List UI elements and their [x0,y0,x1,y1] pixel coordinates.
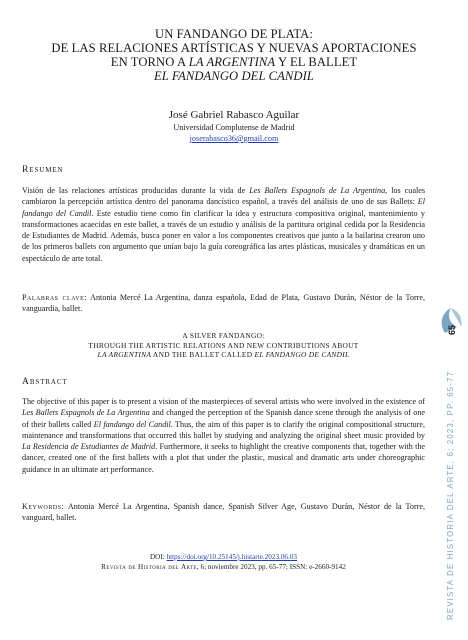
resumen-text-2: Les Ballets Espagnols de La Argentina [249,186,386,195]
resumen-text-4: El fandango del Candil [22,197,425,218]
page-number: 65 [447,324,457,335]
english-title-line-1: A SILVER FANDANGO: [182,331,265,340]
abstract-text-7: . Furthermore, it seeks to highlight the creative components that, together with the dancer, created one of the first ballets with a plot that under the plastic, musical and dramatic arts under choreographic guidance in an ultimate art performance. [22,442,425,474]
english-title-line-3 [22,350,425,360]
doi-link[interactable]: https://doi.org/10.25145/j.histarte.2023.06.03 [166,553,298,561]
palabras-clave [22,292,425,315]
palabras-clave-label: Palabras clave: [22,293,88,302]
title-line-3-suffix: Y EL BALLET [275,55,358,69]
doi-label: DOI: [149,553,167,561]
resumen-text-3: , los cuales cambiaron la percepción artística dentro del panorama dancístico español, a través del análisis de uno de sus Ballets: [22,186,425,207]
title-line-2: DE LAS RELACIONES ARTÍSTICAS Y NUEVAS APORTACIONES [51,41,417,55]
journal-name: Revista de Historia del Arte [101,563,197,571]
english-title-line-3-italic: LA ARGENTINA [97,350,152,359]
title-line-3-italic: LA ARGENTINA [188,55,276,69]
english-title-line-2: THROUGH THE ARTISTIC RELATIONS AND NEW CONTRIBUTIONS ABOUT [88,340,359,350]
english-title-line-3-middle: AND THE BALLET CALLED [151,350,255,359]
keywords-label: Keywords: [22,502,65,511]
abstract-text-4: El fandango del Candil [93,419,171,429]
abstract-paragraph [22,396,425,475]
keywords-text: Antonia Mercé La Argentina, Spanish dance, Spanish Silver Age, Gustavo Durán, Néstor de la Torre, vanguard, ballet. [22,502,425,523]
side-running-head: REVISTA DE HISTORIA DEL ARTE, 6; 2023, PP. 65-77 [446,370,455,620]
title-line-3-prefix: EN TORNO A [110,55,189,69]
journal-details: , 6; noviembre 2023, pp. 65-77; ISSN: e-2660-9142 [196,563,346,571]
resumen-paragraph [22,185,425,264]
abstract-text-2: Les Ballets Espagnols de La Argentina [22,408,150,418]
journal-citation [22,562,425,572]
abstract-text-6: La Residencia de Estudiantes de Madrid [22,442,156,452]
english-title-line-3-italic-2: EL FANDANGO DE CANDIL [254,350,350,359]
title-line-4-italic: EL FANDANGO DEL CANDIL [153,69,314,83]
abstract-text-5: . Thus, the aim of this paper is to clarify the original compositional structure, maintenance and transformations that occurred this ballet by studying and analyzing the original sheet music provided by [22,419,425,440]
english-title [22,331,425,360]
title-line-1: UN FANDANGO DE PLATA: [155,27,313,41]
author-affiliation: Universidad Complutense de Madrid [173,123,295,132]
author-name: José Gabriel Rabasco Aguilar [168,109,300,121]
article-title [30,27,438,83]
title-line-4 [30,69,438,83]
resumen-text-1: Visión de las relaciones artísticas producidas durante la vida de [22,186,250,195]
abstract-text-1: The objective of this paper is to present a vision of the masterpieces of several artists who were involved in the existence of [22,397,425,406]
resumen-heading: Resumen [22,164,64,175]
resumen-text-5: . Este estudio tiene como fin clarificar la idea y estructura compositiva original, mantenimiento y transformaciones acaecidas en este ballet, a través de un estudio y análisis de la partitura original cedida por la Residencia de Estudiantes de Madrid. Además, busca poner en valor a los componentes creativos que junto a la bailarina crearon uno de los primeros ballets con argumento que unían bajo la guía coreográfica las artes plásticas, musicales y dramáticas en un espectáculo de arte total. [22,208,425,263]
doi-line [22,552,425,562]
abstract-text-3: and changed the perception of the Spanish dance scene through the analysis of one of their ballets called [22,408,425,429]
keywords [22,501,425,524]
abstract-heading: Abstract [22,376,68,387]
author-email-link[interactable]: joserabasco36@gmail.com [189,134,279,143]
palabras-clave-text: Antonia Mercé La Argentina, danza española, Edad de Plata, Gustavo Durán, Néstor de la Torre, vanguardia, ballet. [22,293,425,314]
article-footer [22,552,425,572]
title-line-3 [30,55,438,69]
author-block [30,109,438,144]
